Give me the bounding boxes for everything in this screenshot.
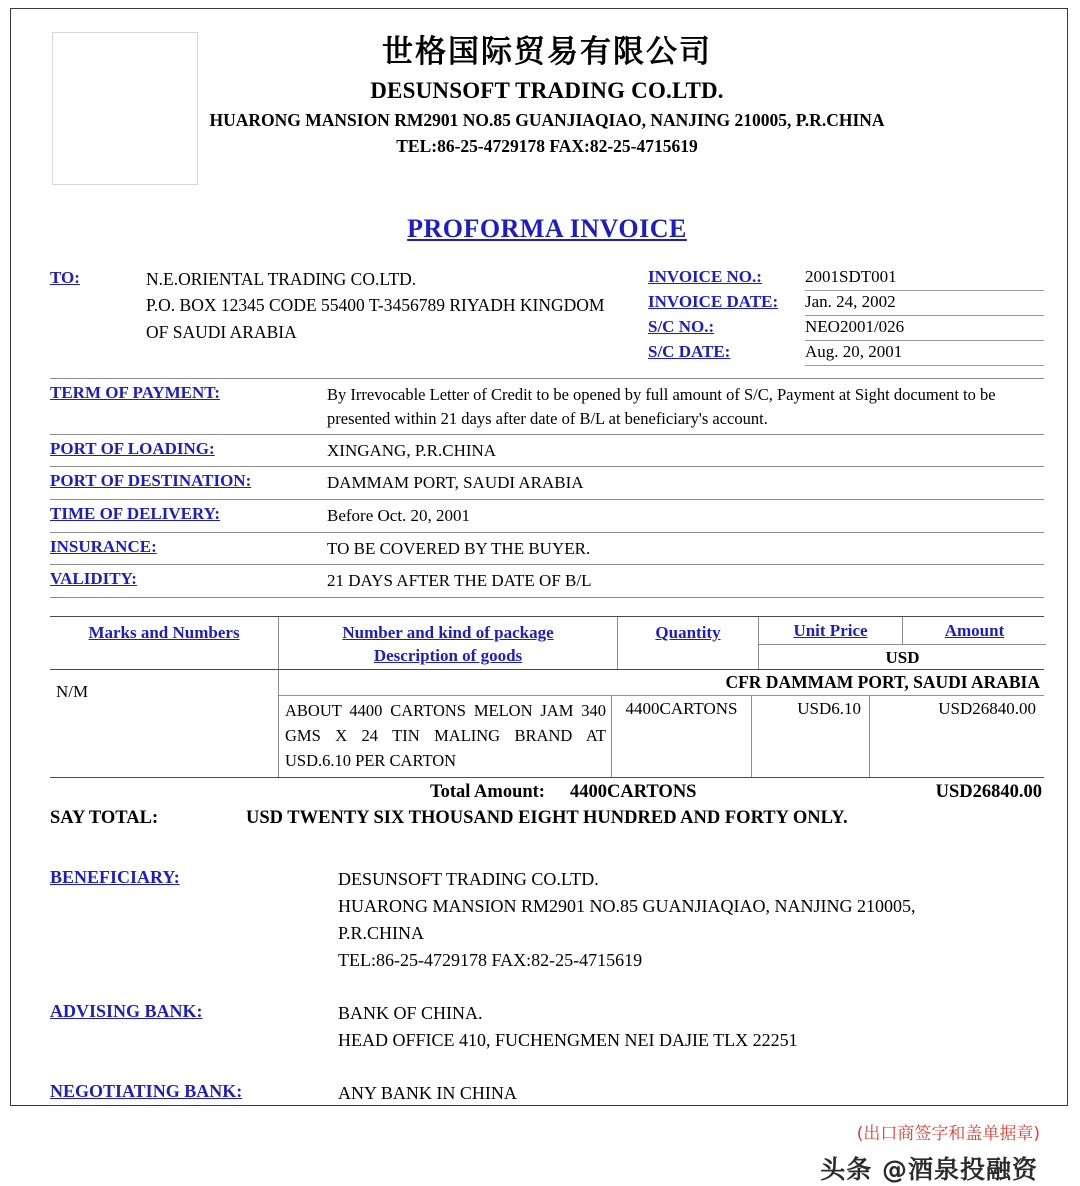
term-row-port-of-destination <box>50 467 1044 500</box>
header-cell-marks <box>50 617 278 669</box>
say-total-row <box>50 808 1044 840</box>
logo-placeholder-box <box>52 32 198 185</box>
company-address: HUARONG MANSION RM2901 NO.85 GUANJIAQIAO, NANJING 210005, P.R.CHINA <box>209 110 885 131</box>
port-of-destination-value: DAMMAM PORT, SAUDI ARABIA <box>327 473 584 493</box>
company-contact: TEL:86-25-4729178 FAX:82-25-4715619 <box>396 135 698 156</box>
total-amount-row <box>50 780 1044 808</box>
document-title-text: PROFORMA INVOICE <box>407 214 687 243</box>
total-amount-value: USD26840.00 <box>935 782 1042 803</box>
invoice-date-value: Jan. 24, 2002 <box>805 292 1044 316</box>
cell-quantity: 4400CARTONS <box>611 696 751 777</box>
goods-table-terms-band-row <box>50 669 1044 777</box>
beneficiary-label: BENEFICIARY: <box>50 867 180 888</box>
advising-bank-lines <box>338 1000 1038 1054</box>
meta-row-invoice-date <box>648 291 1044 316</box>
cell-description: ABOUT 4400 CARTONS MELON JAM 340 GMS X 24 TIN MALING BRAND AT USD.6.10 PER CARTON <box>285 701 606 770</box>
sc-no-label: S/C NO.: <box>648 317 715 336</box>
negotiating-bank-label: NEGOTIATING BANK: <box>50 1081 243 1102</box>
letterhead <box>50 26 1044 188</box>
consignee-and-invoice-meta <box>50 266 1044 366</box>
port-of-destination-label: PORT OF DESTINATION: <box>50 471 252 491</box>
validity-label: VALIDITY: <box>50 569 137 589</box>
beneficiary-line: HUARONG MANSION RM2901 NO.85 GUANJIAQIAO, NANJING 210005, <box>338 896 916 917</box>
sc-date-label: S/C DATE: <box>648 342 731 361</box>
marks-header-text: Marks and Numbers <box>88 623 240 643</box>
port-of-loading-value: XINGANG, P.R.CHINA <box>327 440 497 460</box>
term-row-insurance <box>50 533 1044 566</box>
beneficiary-line: TEL:86-25-4729178 FAX:82-25-4715619 <box>338 950 643 971</box>
company-name-cn: 世格国际贸易有限公司 <box>382 34 712 70</box>
advising-bank-line: HEAD OFFICE 410, FUCHENGMEN NEI DAJIE TLX 22251 <box>338 1030 798 1051</box>
header-cell-quantity <box>617 617 758 669</box>
meta-row-sc-no <box>648 316 1044 341</box>
consignee-line: N.E.ORIENTAL TRADING CO.LTD. <box>146 269 417 289</box>
watermark-text: 头条 @酒泉投融资 <box>820 1155 1038 1185</box>
negotiating-bank-lines <box>338 1080 1038 1107</box>
header-cell-price-amount-group <box>758 617 1046 669</box>
port-of-loading-label: PORT OF LOADING: <box>50 438 215 458</box>
consignee-address <box>146 266 686 345</box>
advising-bank-line: BANK OF CHINA. <box>338 1003 483 1024</box>
terms-band-content <box>278 670 1044 777</box>
beneficiary-block <box>50 866 1044 974</box>
time-of-delivery-label: TIME OF DELIVERY: <box>50 504 221 524</box>
negotiating-bank-block <box>50 1080 1044 1107</box>
goods-table-row <box>279 695 1044 777</box>
consignee-line: OF SAUDI ARABIA <box>146 321 297 342</box>
beneficiary-line: P.R.CHINA <box>338 923 425 944</box>
company-name-en: DESUNSOFT TRADING CO.LTD. <box>370 77 724 103</box>
term-of-payment-value: By Irrevocable Letter of Credit to be opened by full amount of S/C, Payment at Sight document to be presented within 21 days after date of B/L at beneficiary's account. <box>327 385 996 428</box>
to-label: TO: <box>50 268 80 287</box>
price-amount-subheaders <box>759 617 1046 644</box>
goods-table-header-row <box>50 617 1044 669</box>
goods-description-header-text: Description of goods <box>373 645 523 665</box>
time-of-delivery-value: Before Oct. 20, 2001 <box>327 506 471 526</box>
beneficiary-lines <box>338 866 1038 974</box>
total-amount-label: Total Amount: <box>430 782 545 803</box>
cell-unit-price: USD6.10 <box>751 696 869 777</box>
cell-amount: USD26840.00 <box>869 696 1044 777</box>
term-row-time-of-delivery <box>50 500 1044 533</box>
meta-row-invoice-no <box>648 266 1044 291</box>
term-of-payment-label: TERM OF PAYMENT: <box>50 383 220 402</box>
term-row-validity <box>50 565 1044 598</box>
consignee-line: P.O. BOX 12345 CODE 55400 T-3456789 RIYADH KINGDOM <box>146 295 605 316</box>
invoice-meta-table <box>648 266 1044 366</box>
term-row-port-of-loading <box>50 435 1044 468</box>
company-block <box>50 26 1044 159</box>
goods-table <box>50 616 1044 778</box>
say-total-value: USD TWENTY SIX THOUSAND EIGHT HUNDRED AND FORTY ONLY. <box>246 808 848 829</box>
package-header-text: Number and kind of package <box>342 623 554 643</box>
invoice-date-label: INVOICE DATE: <box>648 292 779 311</box>
total-quantity-value: 4400CARTONS <box>570 782 697 803</box>
header-cell-description <box>278 617 617 669</box>
meta-row-sc-date <box>648 341 1044 366</box>
cell-marks-and-numbers: N/M <box>56 682 89 702</box>
sc-date-value: Aug. 20, 2001 <box>805 342 1044 366</box>
advising-bank-label: ADVISING BANK: <box>50 1001 203 1022</box>
invoice-no-value: 2001SDT001 <box>805 267 1044 291</box>
say-total-label: SAY TOTAL: <box>50 808 159 829</box>
term-row-payment <box>50 379 1044 435</box>
sc-no-value: NEO2001/026 <box>805 317 1044 341</box>
validity-value: 21 DAYS AFTER THE DATE OF B/L <box>327 571 592 591</box>
exporter-signature-stamp-note: (出口商签字和盖单据章) <box>856 1124 1040 1145</box>
amount-header-text: Amount <box>902 617 1046 644</box>
document-title <box>50 214 1044 244</box>
currency-header-text: USD <box>759 644 1046 668</box>
quantity-header-text: Quantity <box>655 623 721 643</box>
invoice-no-label: INVOICE NO.: <box>648 267 762 286</box>
advising-bank-block <box>50 1000 1044 1054</box>
negotiating-bank-line: ANY BANK IN CHINA <box>338 1083 517 1104</box>
beneficiary-line: DESUNSOFT TRADING CO.LTD. <box>338 869 599 890</box>
terms-section <box>50 378 1044 598</box>
unit-price-header-text: Unit Price <box>793 621 868 641</box>
incoterms-band-text: CFR DAMMAM PORT, SAUDI ARABIA <box>725 672 1040 693</box>
insurance-value: TO BE COVERED BY THE BUYER. <box>327 538 591 558</box>
insurance-label: INSURANCE: <box>50 536 157 556</box>
